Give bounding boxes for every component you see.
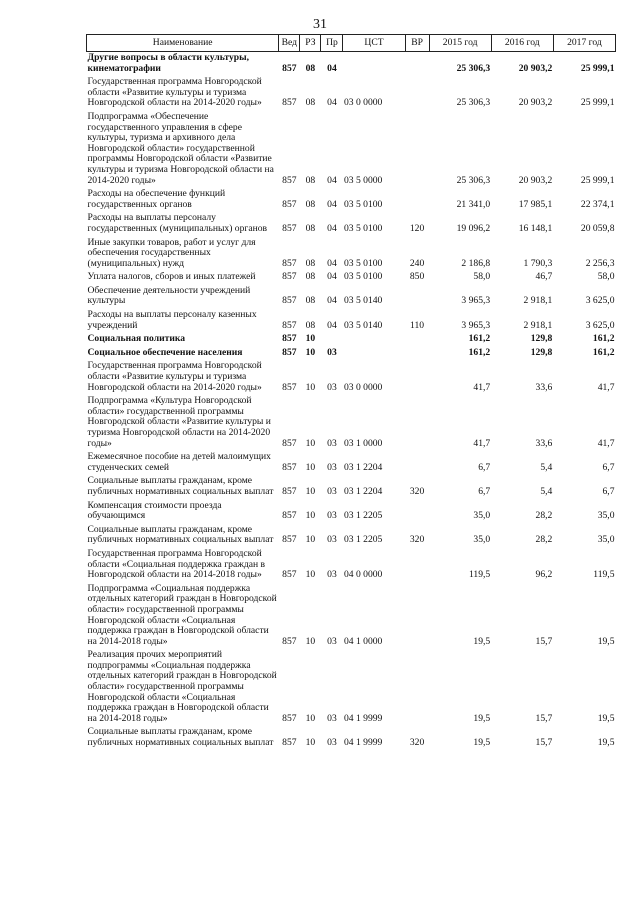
row-name: Расходы на выплаты персоналу казенных учреждений bbox=[87, 309, 257, 331]
row-rz: 10 bbox=[305, 510, 316, 522]
row-rz: 08 bbox=[305, 271, 316, 283]
header-cst: ЦСТ bbox=[343, 35, 405, 52]
row-pr: 04 bbox=[327, 198, 337, 210]
row-value-2017: 35,0 bbox=[597, 510, 615, 522]
row-value-2016: 17 985,1 bbox=[518, 198, 553, 210]
row-pr: 03 bbox=[327, 437, 337, 449]
row-name: Ежемесячное пособие на детей малоимущих студенческих семей bbox=[87, 451, 271, 473]
header-ved: Вед bbox=[279, 35, 300, 52]
row-rz: 10 bbox=[305, 569, 316, 581]
row-value-2015: 119,5 bbox=[468, 569, 491, 581]
table-header-row bbox=[87, 35, 616, 52]
row-value-2016: 33,6 bbox=[535, 381, 553, 393]
table-row bbox=[87, 237, 616, 272]
row-rz: 10 bbox=[305, 712, 316, 724]
row-rz: 10 bbox=[305, 485, 316, 497]
row-vr bbox=[405, 360, 429, 395]
row-value-2017: 6,7 bbox=[602, 461, 615, 473]
row-name: Социальная политика bbox=[87, 333, 186, 345]
row-vr bbox=[405, 583, 429, 650]
table-row bbox=[87, 395, 616, 451]
row-pr: 04 bbox=[327, 295, 337, 307]
row-value-2016: 1 790,3 bbox=[523, 257, 553, 269]
row-cst: 03 5 0140 bbox=[343, 295, 383, 307]
row-vr bbox=[405, 111, 429, 188]
row-rz: 08 bbox=[305, 97, 316, 109]
row-value-2016: 15,7 bbox=[535, 737, 553, 749]
row-value-2016: 5,4 bbox=[540, 461, 553, 473]
row-value-2016: 5,4 bbox=[540, 485, 553, 497]
row-rz: 08 bbox=[305, 62, 316, 74]
row-ved: 857 bbox=[282, 97, 297, 109]
row-name: Расходы на выплаты персоналу государственных (муниципальных) органов bbox=[87, 212, 268, 234]
header-2017: 2017 год bbox=[553, 35, 615, 52]
row-vr bbox=[405, 649, 429, 726]
row-value-2017: 119,5 bbox=[593, 569, 615, 581]
table-row bbox=[87, 524, 616, 548]
row-value-2017: 3 625,0 bbox=[585, 295, 615, 307]
row-value-2015: 3 965,3 bbox=[461, 295, 491, 307]
row-value-2016: 20 903,2 bbox=[518, 174, 553, 186]
row-name: Государственная программа Новгородской области «Социальная поддержка граждан в Новгородской области на 2014-2018 годы» bbox=[87, 547, 266, 581]
row-vr bbox=[405, 548, 429, 583]
row-vr: 320 bbox=[409, 485, 425, 497]
row-value-2016: 2 918,1 bbox=[523, 295, 553, 307]
header-pr: Пр bbox=[321, 35, 343, 52]
row-value-2015: 3 965,3 bbox=[461, 319, 491, 331]
row-value-2015: 41,7 bbox=[473, 381, 491, 393]
row-vr bbox=[405, 52, 429, 77]
row-ved: 857 bbox=[282, 333, 297, 345]
row-ved: 857 bbox=[282, 198, 297, 210]
row-value-2015: 58,0 bbox=[473, 271, 491, 283]
row-cst: 03 5 0100 bbox=[343, 198, 383, 210]
row-name: Обеспечение деятельности учреждений культуры bbox=[87, 284, 251, 307]
row-name: Социальное обеспечение населения bbox=[87, 346, 243, 358]
row-cst: 03 5 0100 bbox=[343, 257, 383, 269]
row-ved: 857 bbox=[282, 534, 297, 546]
row-rz: 10 bbox=[305, 635, 316, 647]
table-row bbox=[87, 360, 616, 395]
row-value-2017: 20 059,8 bbox=[580, 222, 615, 234]
row-vr bbox=[405, 395, 429, 451]
row-pr bbox=[321, 333, 343, 347]
row-value-2015: 19 096,2 bbox=[456, 222, 491, 234]
table-row bbox=[87, 548, 616, 583]
row-cst: 03 1 2205 bbox=[343, 510, 383, 522]
row-value-2015: 6,7 bbox=[478, 485, 491, 497]
row-name: Компенсация стоимости проезда обучающимся bbox=[87, 499, 222, 522]
row-value-2016: 28,2 bbox=[535, 510, 553, 522]
row-value-2016: 15,7 bbox=[535, 635, 553, 647]
row-vr bbox=[405, 347, 429, 361]
table-row bbox=[87, 475, 616, 499]
row-ved: 857 bbox=[282, 712, 297, 724]
row-value-2016: 16 148,1 bbox=[518, 222, 553, 234]
row-rz: 08 bbox=[305, 257, 316, 269]
row-vr: 320 bbox=[409, 534, 425, 546]
row-value-2016: 129,8 bbox=[530, 346, 553, 358]
row-rz: 10 bbox=[305, 333, 316, 345]
row-cst: 03 5 0140 bbox=[343, 319, 383, 331]
row-ved: 857 bbox=[282, 319, 297, 331]
row-pr: 03 bbox=[327, 712, 337, 724]
table-row bbox=[87, 309, 616, 333]
row-cst: 03 5 0100 bbox=[343, 271, 383, 283]
row-pr: 03 bbox=[327, 569, 337, 581]
row-rz: 10 bbox=[305, 737, 316, 749]
row-value-2016: 33,6 bbox=[535, 437, 553, 449]
budget-table bbox=[86, 34, 616, 751]
row-cst bbox=[343, 52, 405, 77]
row-value-2015: 25 306,3 bbox=[456, 174, 491, 186]
row-value-2017: 19,5 bbox=[597, 635, 615, 647]
row-name: Другие вопросы в области культуры, кинематографии bbox=[87, 52, 250, 74]
row-vr: 120 bbox=[409, 222, 425, 234]
row-value-2017: 41,7 bbox=[597, 437, 615, 449]
row-rz: 10 bbox=[305, 437, 316, 449]
row-value-2015: 19,5 bbox=[473, 712, 491, 724]
row-vr bbox=[405, 451, 429, 475]
row-pr: 04 bbox=[327, 174, 337, 186]
row-value-2016: 20 903,2 bbox=[518, 97, 553, 109]
row-name: Подпрограмма «Социальная поддержка отдельных категорий граждан в Новгородской области» государственной программы Новгородской области «Социальная поддержка граждан в Новгородской области на 2014-2018 годы» bbox=[87, 582, 277, 647]
table-row bbox=[87, 188, 616, 212]
row-name: Государственная программа Новгородской области «Развитие культуры и туризма Новгородской области на 2014-2020 годы» bbox=[87, 360, 262, 393]
table-row bbox=[87, 583, 616, 650]
table-body bbox=[87, 52, 616, 751]
row-pr: 03 bbox=[327, 485, 337, 497]
row-value-2015: 6,7 bbox=[478, 461, 491, 473]
row-rz: 10 bbox=[305, 461, 316, 473]
row-ved: 857 bbox=[282, 635, 297, 647]
row-pr: 03 bbox=[327, 461, 337, 473]
row-vr: 240 bbox=[409, 257, 425, 269]
header-vr: ВР bbox=[405, 35, 429, 52]
row-pr: 04 bbox=[327, 222, 337, 234]
row-pr: 03 bbox=[327, 510, 337, 522]
row-vr bbox=[405, 285, 429, 309]
table-row bbox=[87, 285, 616, 309]
row-value-2017: 25 999,1 bbox=[580, 174, 615, 186]
row-rz: 10 bbox=[305, 534, 316, 546]
table-row bbox=[87, 500, 616, 524]
row-value-2017: 19,5 bbox=[597, 712, 615, 724]
row-rz: 08 bbox=[305, 295, 316, 307]
row-cst: 04 0 0000 bbox=[343, 569, 383, 581]
row-value-2017: 6,7 bbox=[602, 485, 615, 497]
row-cst bbox=[343, 347, 405, 361]
row-vr: 320 bbox=[409, 737, 425, 749]
row-name: Подпрограмма «Культура Новгородской области» государственной программы Новгородской области «Развитие культуры и туризма Новгородской области на 2014-2020 годы» bbox=[87, 395, 271, 449]
row-value-2015: 35,0 bbox=[473, 510, 491, 522]
header-2015: 2015 год bbox=[429, 35, 491, 52]
row-ved: 857 bbox=[282, 569, 297, 581]
row-value-2015: 161,2 bbox=[468, 346, 491, 358]
page-number: 31 bbox=[313, 17, 327, 32]
row-ved: 857 bbox=[282, 174, 297, 186]
row-pr: 04 bbox=[327, 319, 337, 331]
row-pr: 04 bbox=[327, 257, 337, 269]
row-name: Иные закупки товаров, работ и услуг для обеспечения государственных (муниципальных) нужд bbox=[87, 236, 256, 269]
row-value-2015: 25 306,3 bbox=[456, 62, 491, 74]
table-row bbox=[87, 271, 616, 285]
row-value-2017: 41,7 bbox=[597, 381, 615, 393]
row-value-2015: 25 306,3 bbox=[456, 97, 491, 109]
header-name: Наименование bbox=[87, 35, 279, 52]
row-name: Социальные выплаты гражданам, кроме публичных нормативных социальных выплат bbox=[87, 523, 274, 546]
row-value-2017: 161,2 bbox=[592, 346, 615, 358]
table-row bbox=[87, 52, 616, 77]
row-rz: 10 bbox=[305, 381, 316, 393]
row-ved: 857 bbox=[282, 485, 297, 497]
row-pr: 03 bbox=[327, 381, 337, 393]
row-rz: 08 bbox=[305, 198, 316, 210]
row-ved: 857 bbox=[282, 257, 297, 269]
row-value-2017: 22 374,1 bbox=[580, 198, 615, 210]
row-vr bbox=[405, 76, 429, 111]
row-pr: 04 bbox=[327, 62, 337, 74]
row-name: Подпрограмма «Обеспечение государственного управления в сфере культуры, туризма и архивного дела Новгородской области» государственной программы Новгородской области «Развитие культуры и туризма Новгородской области на 2014-2020 годы» bbox=[87, 110, 274, 186]
row-cst: 04 1 0000 bbox=[343, 635, 383, 647]
row-cst: 03 1 2204 bbox=[343, 485, 383, 497]
row-value-2015: 21 341,0 bbox=[456, 198, 491, 210]
row-cst: 04 1 9999 bbox=[343, 737, 383, 749]
row-value-2017: 19,5 bbox=[597, 737, 615, 749]
row-vr bbox=[405, 500, 429, 524]
row-value-2017: 25 999,1 bbox=[580, 62, 615, 74]
row-value-2015: 41,7 bbox=[473, 437, 491, 449]
row-ved: 857 bbox=[282, 295, 297, 307]
row-cst: 04 1 9999 bbox=[343, 712, 383, 724]
row-pr: 03 bbox=[327, 346, 337, 358]
row-ved: 857 bbox=[282, 271, 297, 283]
row-ved: 857 bbox=[282, 62, 297, 74]
row-value-2017: 35,0 bbox=[597, 534, 615, 546]
row-name: Государственная программа Новгородской области «Развитие культуры и туризма Новгородской области на 2014-2020 годы» bbox=[87, 76, 262, 109]
row-pr: 04 bbox=[327, 97, 337, 109]
row-value-2016: 20 903,2 bbox=[518, 62, 553, 74]
row-name: Уплата налогов, сборов и иных платежей bbox=[87, 271, 256, 283]
row-ved: 857 bbox=[282, 510, 297, 522]
row-rz: 08 bbox=[305, 222, 316, 234]
row-cst: 03 1 2204 bbox=[343, 461, 383, 473]
row-ved: 857 bbox=[282, 346, 297, 358]
row-ved: 857 bbox=[282, 737, 297, 749]
row-value-2016: 96,2 bbox=[535, 569, 553, 581]
row-value-2016: 2 918,1 bbox=[523, 319, 553, 331]
row-ved: 857 bbox=[282, 437, 297, 449]
table-row bbox=[87, 333, 616, 347]
header-2016: 2016 год bbox=[491, 35, 553, 52]
row-rz: 10 bbox=[305, 346, 316, 358]
row-pr: 03 bbox=[327, 635, 337, 647]
row-ved: 857 bbox=[282, 222, 297, 234]
header-rz: РЗ bbox=[300, 35, 321, 52]
row-name: Расходы на обеспечение функций государственных органов bbox=[87, 188, 226, 210]
row-cst: 03 1 0000 bbox=[343, 437, 383, 449]
row-value-2016: 129,8 bbox=[530, 333, 553, 345]
row-value-2016: 46,7 bbox=[535, 271, 553, 283]
row-pr: 03 bbox=[327, 534, 337, 546]
row-ved: 857 bbox=[282, 381, 297, 393]
row-cst: 03 5 0000 bbox=[343, 174, 383, 186]
row-vr bbox=[405, 333, 429, 347]
row-value-2017: 3 625,0 bbox=[585, 319, 615, 331]
row-value-2017: 2 256,3 bbox=[585, 257, 615, 269]
table-row bbox=[87, 76, 616, 111]
row-value-2016: 15,7 bbox=[535, 712, 553, 724]
row-value-2017: 161,2 bbox=[592, 333, 615, 345]
row-vr: 110 bbox=[410, 319, 425, 331]
row-name: Реализация прочих мероприятий подпрограммы «Социальная поддержка отдельных категорий граждан в Новгородской области» государственной программы Новгородской области «Социальная поддержка граждан в Новгородской области на 2014-2018 годы» bbox=[87, 649, 277, 724]
row-value-2015: 35,0 bbox=[473, 534, 491, 546]
row-vr bbox=[405, 188, 429, 212]
row-cst: 03 1 2205 bbox=[343, 534, 383, 546]
table-row bbox=[87, 451, 616, 475]
row-name: Социальные выплаты гражданам, кроме публичных нормативных социальных выплат bbox=[87, 475, 274, 497]
table-row bbox=[87, 347, 616, 361]
row-rz: 08 bbox=[305, 319, 316, 331]
row-rz: 08 bbox=[305, 174, 316, 186]
row-value-2015: 2 186,8 bbox=[461, 257, 491, 269]
row-pr: 03 bbox=[327, 737, 337, 749]
row-cst: 03 0 0000 bbox=[343, 381, 383, 393]
row-cst bbox=[343, 333, 405, 347]
row-value-2015: 19,5 bbox=[473, 737, 491, 749]
row-value-2017: 58,0 bbox=[597, 271, 615, 283]
row-value-2016: 28,2 bbox=[535, 534, 553, 546]
row-pr: 04 bbox=[327, 271, 337, 283]
table-row bbox=[87, 212, 616, 236]
row-vr: 850 bbox=[409, 271, 425, 283]
row-value-2017: 25 999,1 bbox=[580, 97, 615, 109]
row-value-2015: 19,5 bbox=[473, 635, 491, 647]
table-row bbox=[87, 649, 616, 726]
row-cst: 03 5 0100 bbox=[343, 222, 383, 234]
row-cst: 03 0 0000 bbox=[343, 97, 383, 109]
row-value-2015: 161,2 bbox=[468, 333, 491, 345]
table-row bbox=[87, 726, 616, 750]
table-row bbox=[87, 111, 616, 188]
row-name: Социальные выплаты гражданам, кроме публичных нормативных социальных выплат bbox=[87, 726, 274, 749]
row-ved: 857 bbox=[282, 461, 297, 473]
